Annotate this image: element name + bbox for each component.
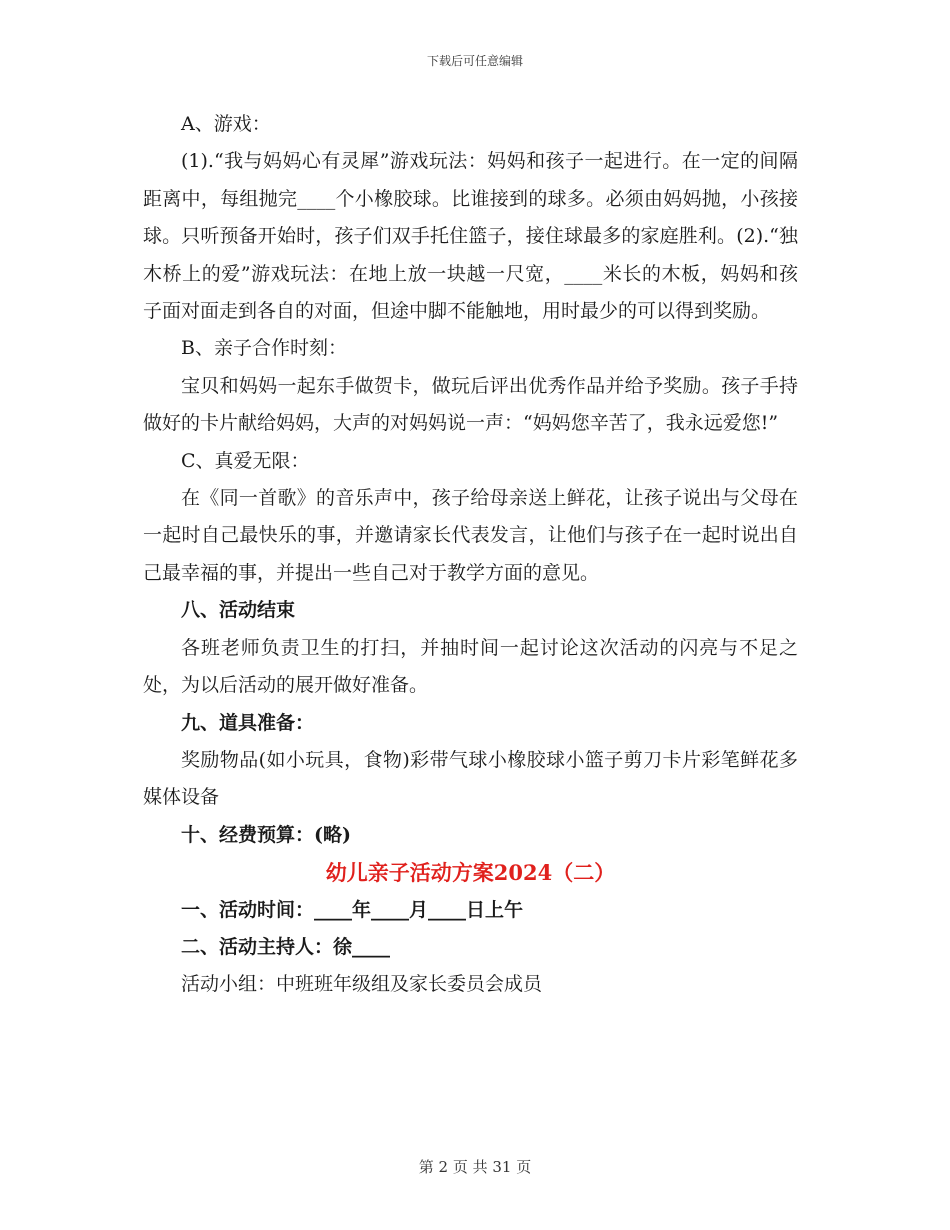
- page-number-footer: 第 2 页 共 31 页: [418, 1158, 532, 1176]
- document-body: [143, 106, 798, 1004]
- paragraph-game-rules: (1).“我与妈妈心有灵犀”游戏玩法：妈妈和孩子一起进行。在一定的间隔距离中，每组抛完____个小橡胶球。比谁接到的球多。必须由妈妈抛，小孩接球。只听预备开始时，孩子们双手托住篮子，接住球最多的家庭胜利。(2).“独木桥上的爱”游戏玩法：在地上放一块越一尺宽，____米长的木板，妈妈和孩子面对面走到各自的对面，但途中脚不能触地，用时最少的可以得到奖励。: [143, 150, 798, 323]
- section-heading-activity-end: 八、活动结束: [181, 599, 296, 622]
- section-heading-activity-time: 一、活动时间：____年____月____日上午: [181, 898, 524, 921]
- section-heading-budget: 十、经费预算：(略): [181, 823, 351, 846]
- paragraph-game-heading: A、游戏：: [181, 113, 271, 135]
- paragraph-cooperation-body: 宝贝和妈妈一起东手做贺卡，做玩后评出优秀作品并给予奖励。孩子手持做好的卡片献给妈妈，大声的对妈妈说一声：“妈妈您辛苦了，我永远爱您!”: [143, 374, 798, 435]
- paragraph-cooperation-heading: B、亲子合作时刻：: [181, 337, 347, 360]
- section-heading-host: 二、活动主持人：徐____: [181, 935, 391, 958]
- paragraph-true-love-heading: C、真爱无限：: [181, 449, 310, 472]
- paragraph-activity-end-body: 各班老师负责卫生的打扫，并抽时间一起讨论这次活动的闪亮与不足之处，为以后活动的展开做好准备。: [143, 636, 798, 697]
- page-header: 下载后可任意编辑: [426, 54, 523, 68]
- document-subtitle: 幼儿亲子活动方案2024（二）: [325, 860, 616, 886]
- paragraph-true-love-body: 在《同一首歌》的音乐声中，孩子给母亲送上鲜花，让孩子说出与父母在一起时自己最快乐的事，并邀请家长代表发言，让他们与孩子在一起时说出自己最幸福的事，并提出一些自己对于教学方面的意见。: [143, 487, 798, 584]
- paragraph-activity-group: 活动小组：中班班年级组及家长委员会成员: [181, 973, 543, 996]
- section-heading-props: 九、道具准备：: [181, 711, 315, 734]
- paragraph-props-body: 奖励物品(如小玩具，食物)彩带气球小橡胶球小篮子剪刀卡片彩笔鲜花多媒体设备: [143, 748, 798, 809]
